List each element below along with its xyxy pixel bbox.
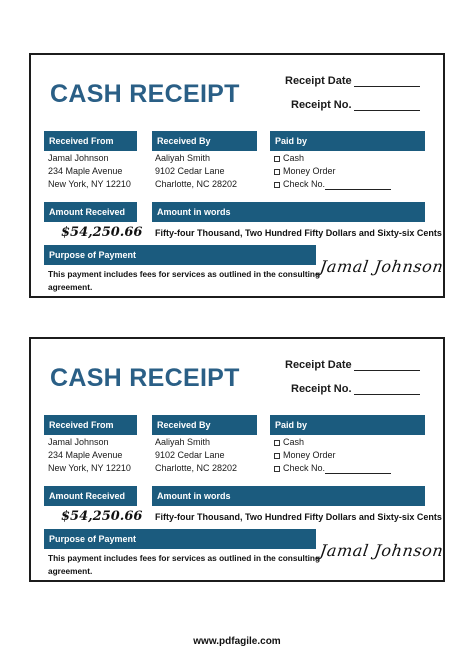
- paid-by-header: Paid by: [270, 415, 425, 435]
- amount-in-words-header: Amount in words: [152, 486, 425, 506]
- checkbox-icon[interactable]: [274, 182, 280, 188]
- cash-receipt-1: [29, 53, 445, 298]
- checkbox-icon[interactable]: [274, 453, 280, 459]
- received-from-header: Received From: [44, 415, 137, 435]
- payer-street: 234 Maple Avenue: [48, 166, 123, 176]
- paid-by-options: [274, 152, 391, 191]
- amount-in-words-value: Fifty-four Thousand, Two Hundred Fifty Dollars and Sixty-six Cents: [155, 512, 442, 522]
- option-check[interactable]: [274, 462, 391, 475]
- option-label: Check No.: [283, 179, 326, 189]
- option-label: Money Order: [283, 166, 336, 176]
- option-check[interactable]: [274, 178, 391, 191]
- checkbox-icon[interactable]: [274, 466, 280, 472]
- signature: Jamal Johnson: [318, 541, 445, 560]
- option-cash[interactable]: [274, 436, 391, 449]
- amount-in-words-value: Fifty-four Thousand, Two Hundred Fifty Dollars and Sixty-six Cents: [155, 228, 442, 238]
- check-number-field[interactable]: [325, 180, 391, 190]
- paid-by-options: [274, 436, 391, 475]
- received-from-details: [48, 436, 131, 475]
- option-label: Cash: [283, 437, 305, 447]
- received-by-details: [155, 436, 237, 475]
- receiver-name: Aaliyah Smith: [155, 437, 211, 447]
- footer-url[interactable]: www.pdfagile.com: [193, 636, 281, 647]
- receipt-no-label: Receipt No.: [291, 99, 352, 111]
- option-money-order[interactable]: [274, 449, 391, 462]
- purpose-header: Purpose of Payment: [44, 529, 316, 549]
- checkbox-icon[interactable]: [274, 156, 280, 162]
- purpose-text: This payment includes fees for services as outlined in the consulting agreement.: [48, 269, 321, 292]
- check-number-field[interactable]: [325, 464, 391, 474]
- receiver-name: Aaliyah Smith: [155, 153, 211, 163]
- received-from-header: Received From: [44, 131, 137, 151]
- payer-name: Jamal Johnson: [48, 153, 109, 163]
- received-by-header: Received By: [152, 131, 257, 151]
- receipt-date-field[interactable]: [354, 86, 420, 87]
- received-by-header: Received By: [152, 415, 257, 435]
- option-label: Check No.: [283, 463, 326, 473]
- receiver-city: Charlotte, NC 28202: [155, 463, 238, 473]
- option-money-order[interactable]: [274, 165, 391, 178]
- signature: Jamal Johnson: [318, 257, 445, 276]
- amount-received-header: Amount Received: [44, 486, 137, 506]
- payer-street: 234 Maple Avenue: [48, 450, 123, 460]
- amount-received-value: $54,250.66: [61, 225, 143, 240]
- paid-by-header: Paid by: [270, 131, 425, 151]
- receipt-date-label: Receipt Date: [285, 359, 352, 371]
- receipt-title: CASH RECEIPT: [50, 80, 240, 108]
- option-cash[interactable]: [274, 152, 391, 165]
- payer-name: Jamal Johnson: [48, 437, 109, 447]
- cash-receipt-2: [29, 337, 445, 582]
- checkbox-icon[interactable]: [274, 169, 280, 175]
- purpose-text: This payment includes fees for services as outlined in the consulting agreement.: [48, 553, 321, 576]
- option-label: Money Order: [283, 450, 336, 460]
- receiver-city: Charlotte, NC 28202: [155, 179, 238, 189]
- payer-city: New York, NY 12210: [48, 463, 131, 473]
- amount-in-words-header: Amount in words: [152, 202, 425, 222]
- receipt-title: CASH RECEIPT: [50, 364, 240, 392]
- received-from-details: [48, 152, 131, 191]
- purpose-header: Purpose of Payment: [44, 245, 316, 265]
- payer-city: New York, NY 12210: [48, 179, 131, 189]
- received-by-details: [155, 152, 237, 191]
- receipt-no-field[interactable]: [354, 110, 420, 111]
- receipt-no-label: Receipt No.: [291, 383, 352, 395]
- receiver-street: 9102 Cedar Lane: [155, 166, 225, 176]
- receipt-date-field[interactable]: [354, 370, 420, 371]
- receiver-street: 9102 Cedar Lane: [155, 450, 225, 460]
- receipt-no-field[interactable]: [354, 394, 420, 395]
- receipt-date-label: Receipt Date: [285, 75, 352, 87]
- amount-received-value: $54,250.66: [61, 509, 143, 524]
- amount-received-header: Amount Received: [44, 202, 137, 222]
- checkbox-icon[interactable]: [274, 440, 280, 446]
- option-label: Cash: [283, 153, 305, 163]
